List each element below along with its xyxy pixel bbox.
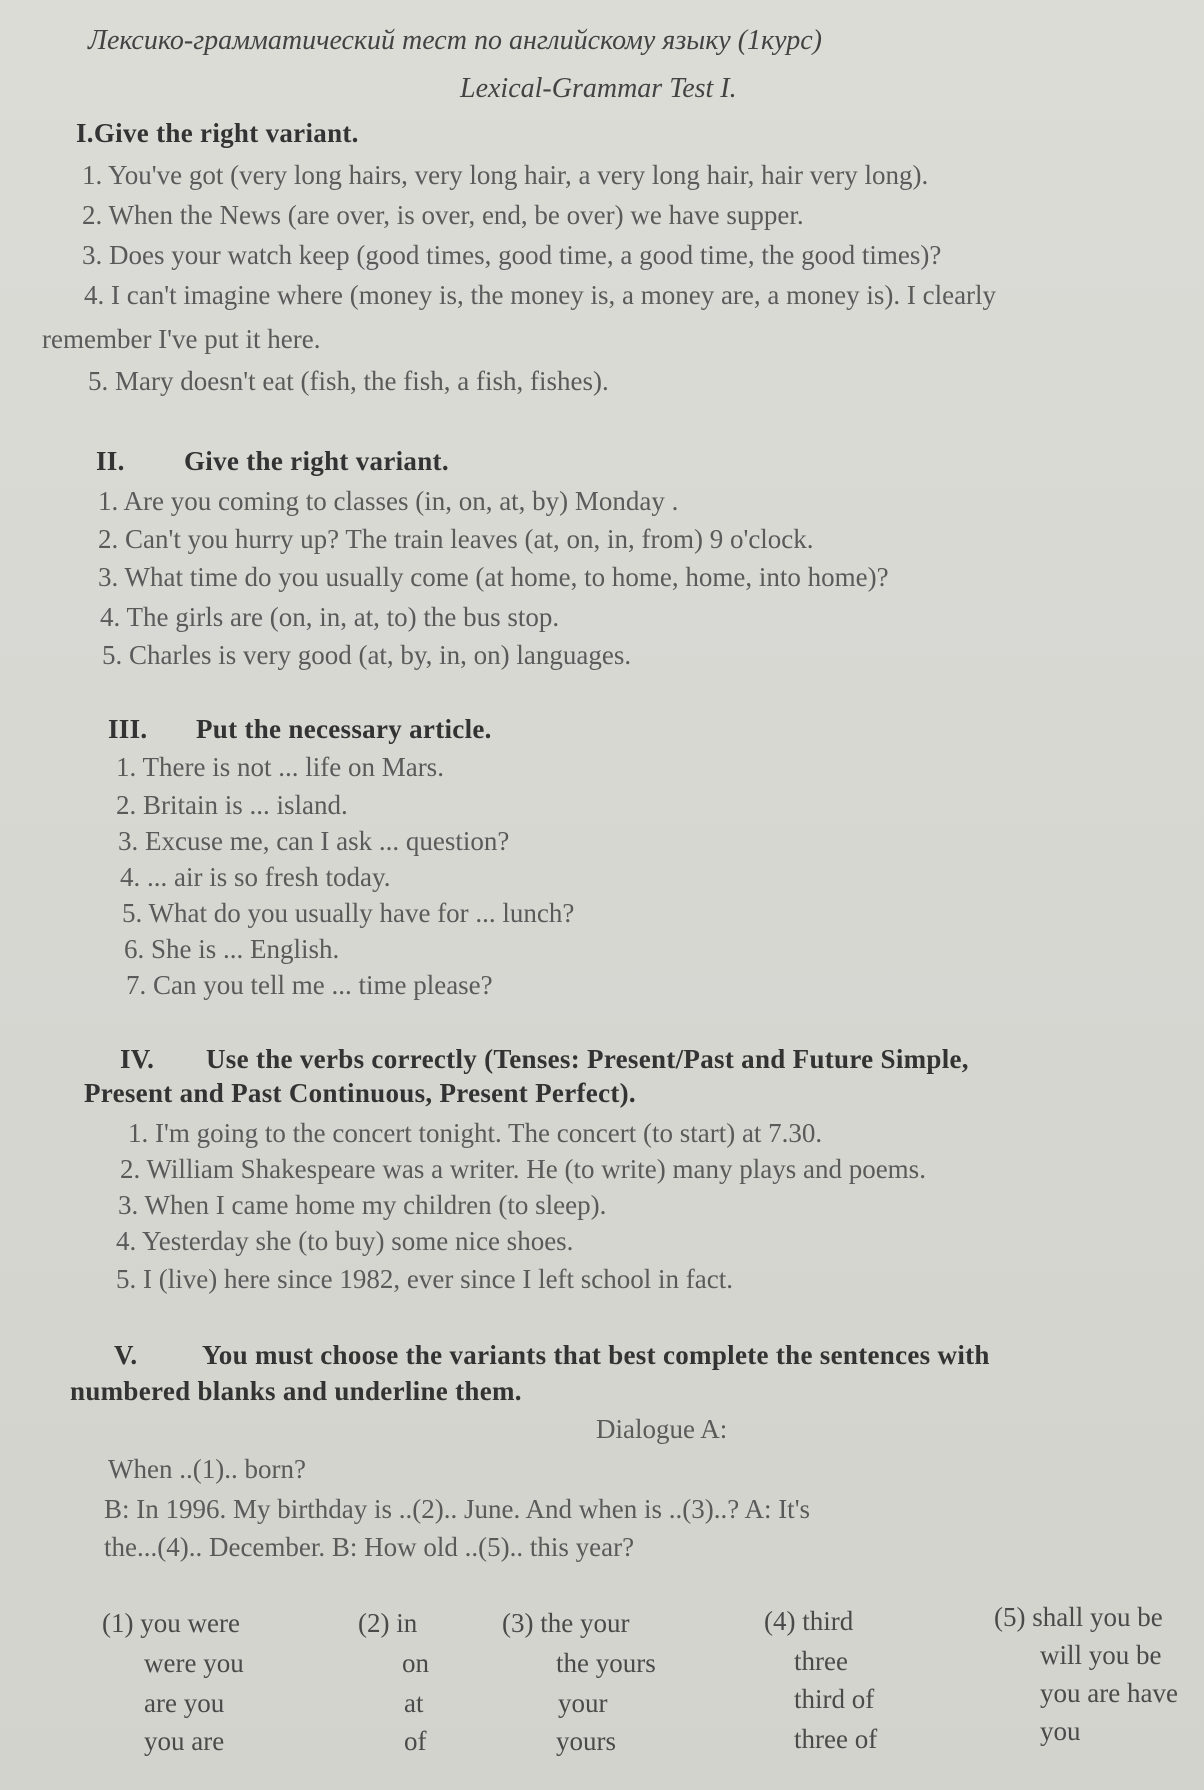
option-2-choice: on <box>402 1648 429 1678</box>
section-1-heading: I.Give the right variant. <box>76 118 359 148</box>
option-1-choice: were you <box>144 1648 244 1678</box>
option-3-choice: yours <box>556 1726 616 1756</box>
section-3-item: 5. What do you usually have for ... lunch? <box>122 898 575 928</box>
section-1-item: 4. I can't imagine where (money is, the money is, a money are, a money is). I clearly <box>84 280 997 310</box>
dialogue-line: the...(4).. December. B: How old ..(5).. this year? <box>104 1532 635 1562</box>
section-3-number: III. <box>108 714 148 744</box>
section-1-item: 2. When the News (are over, is over, end, be over) we have supper. <box>82 200 804 230</box>
dialogue-line: When ..(1).. born? <box>108 1454 306 1484</box>
option-3-choice: the yours <box>556 1648 656 1678</box>
section-2-item: 5. Charles is very good (at, by, in, on) languages. <box>102 640 632 670</box>
section-2-item: 1. Are you coming to classes (in, on, at, by) Monday . <box>98 486 679 516</box>
section-1-item: 1. You've got (very long hairs, very long hair, a very long hair, hair very long). <box>82 160 929 190</box>
option-4-choice: three of <box>794 1724 878 1754</box>
option-4-choice: third of <box>794 1684 875 1714</box>
section-3-item: 2. Britain is ... island. <box>116 790 348 820</box>
section-5-number: V. <box>114 1340 138 1370</box>
section-2-item: 4. The girls are (on, in, at, to) the bus stop. <box>100 602 560 632</box>
section-2-item: 2. Can't you hurry up? The train leaves (at, on, in, from) 9 o'clock. <box>98 524 814 554</box>
title-english: Lexical-Grammar Test I. <box>460 73 737 104</box>
option-5-choice: will you be <box>1040 1640 1162 1670</box>
section-4-item: 2. William Shakespeare was a writer. He (to write) many plays and poems. <box>120 1154 926 1184</box>
section-5-heading-continuation: numbered blanks and underline them. <box>70 1376 522 1406</box>
section-3-item: 6. She is ... English. <box>124 934 340 964</box>
section-1-item: 3. Does your watch keep (good times, good time, a good time, the good times)? <box>82 240 942 270</box>
option-4-head: (4) third <box>764 1606 854 1636</box>
section-4-number: IV. <box>120 1044 155 1074</box>
option-1-choice: are you <box>144 1688 225 1718</box>
section-4-item: 3. When I came home my children (to sleep). <box>118 1190 607 1220</box>
section-2-item: 3. What time do you usually come (at home, to home, home, into home)? <box>98 562 889 592</box>
title-russian: Лексико-грамматический тест по английскому языку (1курс) <box>88 25 822 56</box>
section-5-heading: You must choose the variants that best complete the sentences with <box>202 1340 990 1370</box>
section-2-number: II. <box>96 446 125 476</box>
section-4-item: 1. I'm going to the concert tonight. The concert (to start) at 7.30. <box>128 1118 823 1148</box>
section-4-heading-continuation: Present and Past Continuous, Present Perfect). <box>84 1078 636 1108</box>
section-3-item: 3. Excuse me, can I ask ... question? <box>118 826 510 856</box>
dialogue-title: Dialogue A: <box>596 1414 728 1444</box>
option-5-choice: you are have <box>1040 1678 1178 1708</box>
option-5-head: (5) shall you be <box>994 1602 1163 1632</box>
option-3-choice: your <box>558 1688 608 1718</box>
option-3-head: (3) the your <box>502 1608 630 1638</box>
section-4-item: 4. Yesterday she (to buy) some nice shoes. <box>116 1226 574 1256</box>
option-4-choice: three <box>794 1646 848 1676</box>
section-3-heading: Put the necessary article. <box>196 714 492 744</box>
section-3-item: 7. Can you tell me ... time please? <box>126 970 493 1000</box>
dialogue-line: B: In 1996. My birthday is ..(2).. June. And when is ..(3)..? A: It's <box>104 1494 811 1524</box>
option-2-choice: at <box>404 1688 424 1718</box>
section-1-item: 5. Mary doesn't eat (fish, the fish, a fish, fishes). <box>88 366 609 396</box>
section-3-item: 1. There is not ... life on Mars. <box>116 752 444 782</box>
option-1-choice: you are <box>144 1726 225 1756</box>
section-3-item: 4. ... air is so fresh today. <box>120 862 391 892</box>
section-4-heading: Use the verbs correctly (Tenses: Present/Past and Future Simple, <box>206 1044 969 1074</box>
option-2-choice: of <box>404 1726 427 1756</box>
option-5-choice: you <box>1040 1716 1081 1746</box>
section-4-item: 5. I (live) here since 1982, ever since I left school in fact. <box>116 1264 734 1294</box>
option-1-head: (1) you were <box>102 1608 240 1638</box>
option-2-head: (2) in <box>358 1608 418 1638</box>
section-2-heading: Give the right variant. <box>184 446 449 476</box>
section-1-item-continuation: remember I've put it here. <box>42 324 321 354</box>
